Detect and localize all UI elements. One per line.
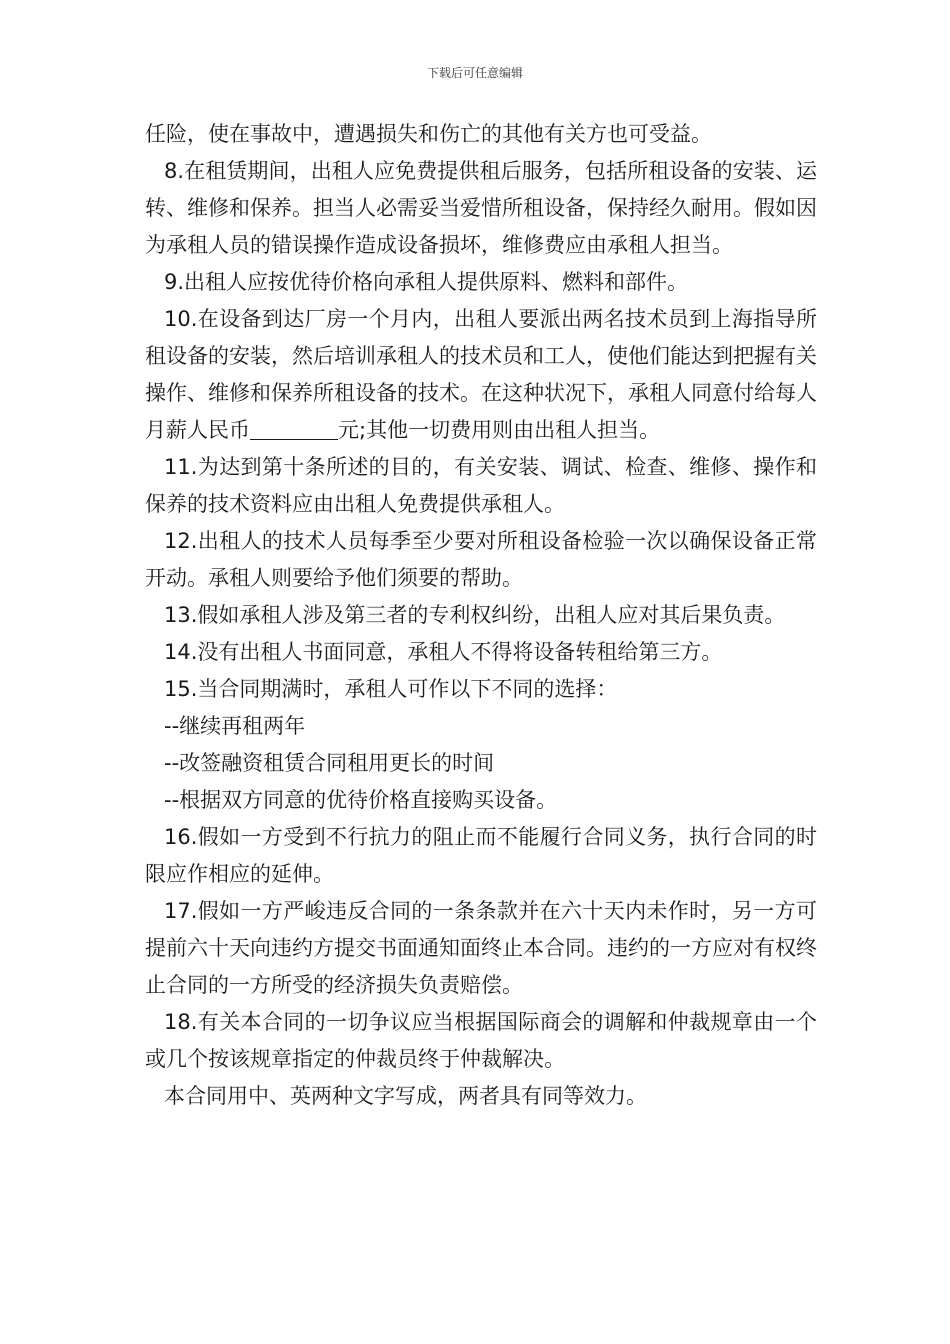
clause-18: 18.有关本合同的一切争议应当根据国际商会的调解和仲裁规章由一个或几个按该规章指定的仲裁员终于仲裁解决。 xyxy=(145,1010,817,1071)
clause-11: 11.为达到第十条所述的目的，有关安装、调试、检查、维修、操作和保养的技术资料应由出租人免费提供承租人。 xyxy=(145,455,817,516)
clause-14: 14.没有出租人书面同意，承租人不得将设备转租给第三方。 xyxy=(164,640,723,664)
option-3: --根据双方同意的优待价格直接购买设备。 xyxy=(164,788,558,812)
clause-9: 9.出租人应按优待价格向承租人提供原料、燃料和部件。 xyxy=(164,270,689,294)
closing-statement: 本合同用中、英两种文字写成，两者具有同等效力。 xyxy=(164,1084,647,1108)
document-body xyxy=(145,116,817,1115)
clause-17: 17.假如一方严峻违反合同的一条条款并在六十天内未作时，另一方可提前六十天向违约方提交书面通知面终止本合同。违约的一方应对有权终止合同的一方所受的经济损失负责赔偿。 xyxy=(145,899,817,997)
clause-10-text-b: 元;其他一切费用则由出租人担当。 xyxy=(338,418,661,442)
clause-8: 8.在租赁期间，出租人应免费提供租后服务，包括所租设备的安装、运转、维修和保养。担当人必需妥当爱惜所租设备，保持经久耐用。假如因为承租人员的错误操作造成设备损坏，维修费应由承租人担当。 xyxy=(145,159,817,257)
clause-10-text-a: 10.在设备到达厂房一个月内，出租人要派出两名技术员到上海指导所租设备的安装，然后培训承租人的技术员和工人，使他们能达到把握有关操作、维修和保养所租设备的技术。在这种状况下，承租人同意付给每人月薪人民币 xyxy=(145,307,817,442)
clause-13: 13.假如承租人涉及第三者的专利权纠纷，出租人应对其后果负责。 xyxy=(164,603,786,627)
clause-12: 12.出租人的技术人员每季至少要对所租设备检验一次以确保设备正常开动。承租人则要给予他们须要的帮助。 xyxy=(145,529,817,590)
clause-15: 15.当合同期满时，承租人可作以下不同的选择： xyxy=(164,677,618,701)
option-1: --继续再租两年 xyxy=(164,714,306,738)
clause-10 xyxy=(145,301,817,449)
salary-blank-line xyxy=(250,415,338,440)
option-2: --改签融资租赁合同租用更长的时间 xyxy=(164,751,495,775)
page-header-note: 下载后可任意编辑 xyxy=(426,66,523,80)
paragraph-continuation: 任险，使在事故中，遭遇损失和伤亡的其他有关方也可受益。 xyxy=(145,122,712,146)
clause-16: 16.假如一方受到不行抗力的阻止而不能履行合同义务，执行合同的时限应作相应的延伸。 xyxy=(145,825,817,886)
